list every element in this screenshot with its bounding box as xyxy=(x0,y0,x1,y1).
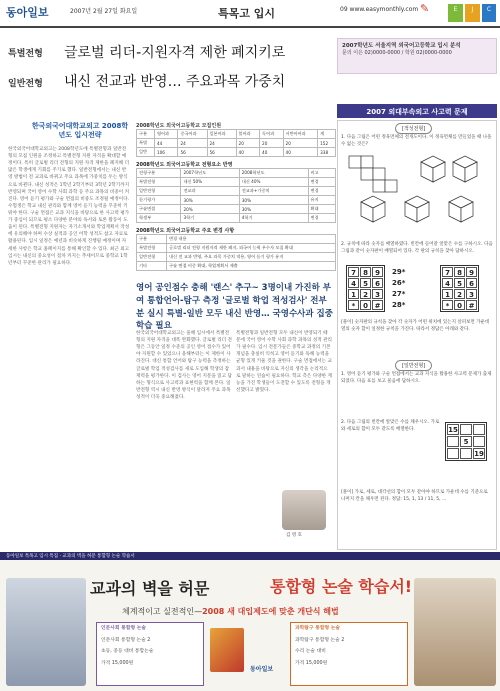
table-cell: 20 xyxy=(236,139,260,148)
table-cell: 학생부 xyxy=(137,214,181,223)
table-cell: 구술 면접 비중 확대, 학업계획서 제출 xyxy=(167,262,336,271)
keypad-value: 28* xyxy=(392,300,406,309)
table-row xyxy=(137,130,336,139)
table-cell: 내신 40% xyxy=(239,178,308,187)
problem-1-text: 1. 다음 그림은 어떤 정육면체의 전개도이다. 이 정육면체를 만들었을 때 나올 수 없는 것은? xyxy=(341,135,492,147)
table-cell: 40 xyxy=(260,148,284,157)
headline-2-tag: 일반전형 xyxy=(8,79,43,89)
table-cell: 20 xyxy=(283,139,318,148)
grid-cell: 5 xyxy=(460,436,472,447)
keypad-key: 4 xyxy=(348,278,359,288)
keypad-key: 7 xyxy=(442,267,453,277)
table-cell: 변경 xyxy=(308,178,335,187)
keypad-key: 4 xyxy=(442,278,453,288)
table-cell: 일반전형 xyxy=(137,187,181,196)
brand-badge xyxy=(420,2,496,24)
ad-product-line: 인문사회 통합형 논술 xyxy=(101,626,147,631)
grid-cell xyxy=(473,424,485,435)
table-cell: 56 xyxy=(207,148,236,157)
table-cell: 중국어과 xyxy=(178,130,207,139)
keypad-key: 0 xyxy=(454,300,465,310)
table-3-title: 2008학년도 외국어고등학교 주요 변경 사항 xyxy=(136,228,235,234)
promo-line-2: 문의 이은 02)0000-0000 / 학원 02)0000-0000 xyxy=(342,50,452,57)
badge-letter-e: E xyxy=(448,4,463,22)
table-cell: 기타 xyxy=(137,262,167,271)
grid-cell xyxy=(447,448,459,459)
table-cell: 338 xyxy=(318,148,336,157)
badge-letter-j: J xyxy=(465,4,480,22)
table-cell: 특별전형 xyxy=(137,178,181,187)
grid-cell xyxy=(473,436,485,447)
ad-subtitle xyxy=(122,606,339,617)
table-row xyxy=(137,253,336,262)
book-cover-icon xyxy=(210,628,244,672)
table-cell: 독어과 xyxy=(260,130,284,139)
keypad-key: 2 xyxy=(454,289,465,299)
promo-line-1: 2007학년도 서울지역 외국어고등학교 입시 분석 xyxy=(342,43,461,49)
keypad-key: 7 xyxy=(348,267,359,277)
feature-text-col-1: 한국외국어대학교외고는 올해 입시에서 특별전형의 지원 자격을 대폭 완화했다. 글로벌 리더 전형은 그동안 일정 수준의 공인 영어 점수가 있어야 지원할 수 있었으나 올해부터는 이 제한이 사라진다. 대신 통합 언어와 탐구 능력을 측정하는 글로벌 학업 적성검사를 새로 도입해 학생의 잠재력을 평가한다. 이 검사는 영어 지문을 읽고 답하는 형식으로 사고력과 표현력을 함께 본다. 일반전형 역시 내신 반영 방식이 달라져 주요 과목 성적이 더욱 중요해졌다. xyxy=(136,331,232,400)
table-cell: 전교과 xyxy=(181,187,239,196)
ad-product-line: 가격 15,000원 xyxy=(295,661,328,667)
table-cell: 44 xyxy=(154,139,178,148)
keypad-key: * xyxy=(348,300,359,310)
problem-4-text: 2. 다음 그림의 빈칸에 알맞은 수를 채우시오. 가로와 세로의 합이 모두 같도록 배열한다. xyxy=(341,420,440,432)
table-3 xyxy=(136,234,336,271)
headline-1-tag: 특별전형 xyxy=(8,49,43,59)
badge-mark-icon: ✎ xyxy=(420,2,446,24)
grid-cell xyxy=(460,424,472,435)
ad-product-line: 인문사회 통합형 논술 2 xyxy=(101,637,151,643)
keypad-key: 1 xyxy=(348,289,359,299)
section-title: 특목고 입시 xyxy=(218,7,275,20)
table-cell: 특별전형 xyxy=(137,244,167,253)
table-row xyxy=(137,196,336,205)
table-cell: 일반 xyxy=(137,148,155,157)
table-cell: 유지 xyxy=(308,196,335,205)
table-cell: 변경 xyxy=(308,187,335,196)
table-row xyxy=(137,187,336,196)
table-row xyxy=(137,139,336,148)
cube-net-figure xyxy=(341,152,493,238)
ad-subtitle-pre: 체계적이고 실전적인— xyxy=(122,607,203,616)
ad-title-2: 통합형 논술 학습서! xyxy=(270,577,413,596)
table-cell: 106 xyxy=(154,148,178,157)
grid-cell: 15 xyxy=(448,426,458,434)
ad-title-1: 교과의 벽을 허문 xyxy=(90,579,210,598)
ad-logo: 동아일보 xyxy=(250,666,274,673)
person-photo xyxy=(282,490,326,530)
table-cell: 영어과 xyxy=(154,130,178,139)
keypad-key: # xyxy=(466,300,477,310)
keypad-right xyxy=(440,265,479,312)
promo-box xyxy=(337,38,497,74)
table-cell: 구술면접 xyxy=(137,205,181,214)
keypad-key: 5 xyxy=(360,278,371,288)
table-cell: 30% xyxy=(239,205,308,214)
table-cell: 30% xyxy=(239,196,308,205)
keypad-key: 6 xyxy=(466,278,477,288)
table-cell: 24 xyxy=(207,139,236,148)
keypad-key: 9 xyxy=(372,267,383,277)
keypad-key: 5 xyxy=(454,278,465,288)
table-row xyxy=(137,169,336,178)
cube-net-icon xyxy=(349,156,397,192)
table-row xyxy=(137,148,336,157)
table-row xyxy=(137,178,336,187)
keypad-left xyxy=(346,265,385,312)
table-row xyxy=(137,244,336,253)
keypad-key: * xyxy=(442,300,453,310)
table-cell: 비고 xyxy=(308,169,335,178)
table-row xyxy=(137,214,336,223)
left-article-text: 한국외국어대학교외고는 2008학년도에 특별전형과 일반전형의 모집 인원을 조정하고 특별전형 지원 자격을 확대할 예정이다. 특히 글로벌 리더 전형의 지원 자격 제한을 폐지해 더 많은 학생에게 기회를 주기로 했다. 일반전형에서는 내신 반영 방법이 전 교과로 바뀌고 주요 과목에 가중치를 두는 방식으로 바뀐다. 내신 성적은 1학년 2학기부터 3학년 2학기까지 반영되며 국어 영어 수학 사회 과학 등 주요 과목의 비중이 커진다. 영어 듣기 평가와 구술 면접의 비중도 조정될 예정이다. 수험생은 학교 내신 관리와 함께 영어 듣기 능력을 꾸준히 키워야 한다. 구술 면접은 교과 지식을 바탕으로 한 사고력 평가가 중심이 되므로 평소 다양한 분야의 독서와 토론 활동이 도움이 된다. 특별전형 지원자는 자기소개서와 학업계획서 작성에 유의해야 하며 수상 실적과 공인 어학 성적도 참고 자료로 활용된다. 입시 일정은 예년과 비슷하게 진행될 예정이며 자세한 사항은 학교 홈페이지를 통해 확인할 수 있다. 최근 외고 입시는 내신의 중요성이 점차 커지는 추세이므로 중학교 1학년부터 꾸준한 관리가 필요하다. xyxy=(8,147,130,266)
keypad-key: 3 xyxy=(372,289,383,299)
keypad-key: 0 xyxy=(360,300,371,310)
keypad-key: 9 xyxy=(466,267,477,277)
table-cell: 특별 xyxy=(137,139,155,148)
table-cell: 내신 전 교과 반영, 주요 과목 가중치 적용, 영어 듣기 평가 유지 xyxy=(167,253,336,262)
table-cell: 듣기평가 xyxy=(137,196,181,205)
ad-photo-left xyxy=(6,578,86,686)
table-cell: 확대 xyxy=(308,205,335,214)
feature-headline: 영어 공인점수 충해 '랜스' 추구~ 3명이내 가진하 부여 통합언어-탐구 측정 '글로벌 학업 적성검사' 전부분 실시 특별-일반 모두 내신 반영… 국영수사과 집중 학습 필요 xyxy=(136,283,333,332)
table-cell: 3학기 xyxy=(181,214,239,223)
keypad-key: 6 xyxy=(372,278,383,288)
issue-date: 2007년 2월 27일 화요일 xyxy=(70,8,138,15)
table-1-title: 2008학년도 외국어고등학교 모집인원 xyxy=(136,123,222,129)
ad-product-line: 과학탐구 통합형 논술 xyxy=(295,626,341,631)
headline-2: 내신 전교과 반영… 주요과목 가중치 xyxy=(64,74,286,90)
table-cell: 40 xyxy=(236,148,260,157)
problems-subhead-2: [일반전형] xyxy=(395,360,432,371)
problem-4-solution: [풀이] 가로, 세로, 대각선의 합이 모두 같아야 하므로 가운데 수를 기준으로 나머지 칸을 채우면 된다. 정답: 15, 1, 13 / 11, 5, ... xyxy=(341,490,488,502)
table-cell: 40 xyxy=(283,148,318,157)
table-2-title: 2008학년도 외국어고등학교 전형요소 반영 xyxy=(136,162,233,168)
table-cell: 2008학년도 xyxy=(239,169,308,178)
grid-cell: 19 xyxy=(474,450,484,458)
keypad-key: 8 xyxy=(360,267,371,277)
keypad-value: 29* xyxy=(392,268,406,276)
ad-product-line: 수리 논술 대비 xyxy=(295,649,326,655)
table-2 xyxy=(136,168,336,223)
table-cell: 불어과 xyxy=(236,130,260,139)
table-cell: 내신 50% xyxy=(181,178,239,187)
keypad-middle-values xyxy=(392,267,432,310)
table-row xyxy=(137,235,336,244)
table-cell: 서반아어과 xyxy=(283,130,318,139)
grid-cell xyxy=(447,436,459,447)
headline-1: 글로벌 리더-지원자격 제한 폐지키로 xyxy=(64,45,286,61)
problem-3-text: 1. 영어 듣기 평가와 구술 면접에서는 교과 지식을 활용한 사고력 문제가 출제되었다. 다음 표를 보고 물음에 답하시오. xyxy=(341,372,492,384)
keypad-value: 27* xyxy=(392,289,406,298)
badge-letter-c: C xyxy=(482,4,496,22)
table-cell: 구분 xyxy=(137,130,155,139)
problem-2-text: 2. 규칙에 따라 숫자를 배열하였다. 빈칸에 들어갈 알맞은 수를 구하시오. 다음 그림과 같이 숫자판이 배열되어 있다. 각 판의 규칙을 찾아 답하시오. xyxy=(341,242,493,254)
table-cell: 152 xyxy=(318,139,336,148)
table-cell: 변경 xyxy=(308,214,335,223)
ad-top-strip: 동아일보 특목고 입시 특집 · 교과의 벽을 허문 통합형 논술 학습서 xyxy=(0,552,500,560)
ad-product-box-1[interactable] xyxy=(96,622,204,686)
table-cell: 계 xyxy=(318,130,336,139)
left-info-title: 한국외국어대학교외고 2008학년도 입시전략 xyxy=(31,122,129,140)
table-cell: 2007학년도 xyxy=(181,169,239,178)
ad-product-line: 초등, 중등 대비 통합논술 xyxy=(101,649,154,655)
table-cell: 전교과+가중치 xyxy=(239,187,308,196)
table-cell: 일반전형 xyxy=(137,253,167,262)
ad-product-line: 과학탐구 통합형 논술 2 xyxy=(295,637,345,643)
table-row xyxy=(137,205,336,214)
table-cell: 전형구분 xyxy=(137,169,181,178)
page-info: 09 www.easymonthly.com xyxy=(340,6,419,13)
keypad-key: 3 xyxy=(466,289,477,299)
newspaper-logo: 동아일보 xyxy=(6,6,49,19)
keypad-value: 26* xyxy=(392,278,406,287)
ad-product-box-2[interactable] xyxy=(290,622,408,686)
table-cell: 20% xyxy=(181,205,239,214)
keypad-key: 2 xyxy=(360,289,371,299)
problems-header: 2007 외대부속외고 사고력 문제 xyxy=(337,104,497,118)
table-cell: 24 xyxy=(178,139,207,148)
table-cell: 글로벌 리더 전형 지원자격 제한 폐지, 외국어 능력 우수자 모집 확대 xyxy=(167,244,336,253)
problems-subhead-1: [적성전형] xyxy=(395,123,432,134)
keypad-key: # xyxy=(372,300,383,310)
keypad-key: 1 xyxy=(442,289,453,299)
feature-text-col-2: 특별전형과 일반전형 모두 내신이 반영되기 때문에 국어 영어 수학 사회 과학 과목의 성적 관리가 필수다. 입시 전문가들은 중학교 과정의 기본 개념을 충실히 익히고 영어 듣기와 독해 능력을 균형 있게 키울 것을 권한다. 구술 면접에서는 교과서 내용을 바탕으로 자신의 생각을 논리적으로 말하는 연습이 필요하다. 학교 측은 다양한 재능을 가진 학생들이 도전할 수 있도록 전형을 개선했다고 밝혔다. xyxy=(236,331,332,393)
ad-product-line: 가격 15,000원 xyxy=(101,661,134,667)
table-cell: 구분 xyxy=(137,235,167,244)
table-cell: 56 xyxy=(178,148,207,157)
table-cell: 일본어과 xyxy=(207,130,236,139)
table-1 xyxy=(136,129,336,157)
table-cell: 30% xyxy=(181,196,239,205)
table-cell: 변경 내용 xyxy=(167,235,336,244)
grid-cell xyxy=(460,448,472,459)
ad-subtitle-highlight: 2008 새 대입제도에 맞춘 개단식 해법 xyxy=(202,607,339,616)
problem-2-solution: [풀이] 숫자판의 규칙을 찾아 각 숫자가 어떤 위치에 있는지 살펴보면 가운데 열의 숫자 합이 일정한 규칙을 가진다. 따라서 정답은 아래와 같다. xyxy=(341,320,490,332)
table-cell: 20 xyxy=(260,139,284,148)
ad-photo-right xyxy=(414,578,496,686)
table-cell: 4학기 xyxy=(239,214,308,223)
table-row xyxy=(137,262,336,271)
keypad-key: 8 xyxy=(454,267,465,277)
number-grid xyxy=(445,422,487,461)
person-name: 김 영 호 xyxy=(286,533,302,538)
